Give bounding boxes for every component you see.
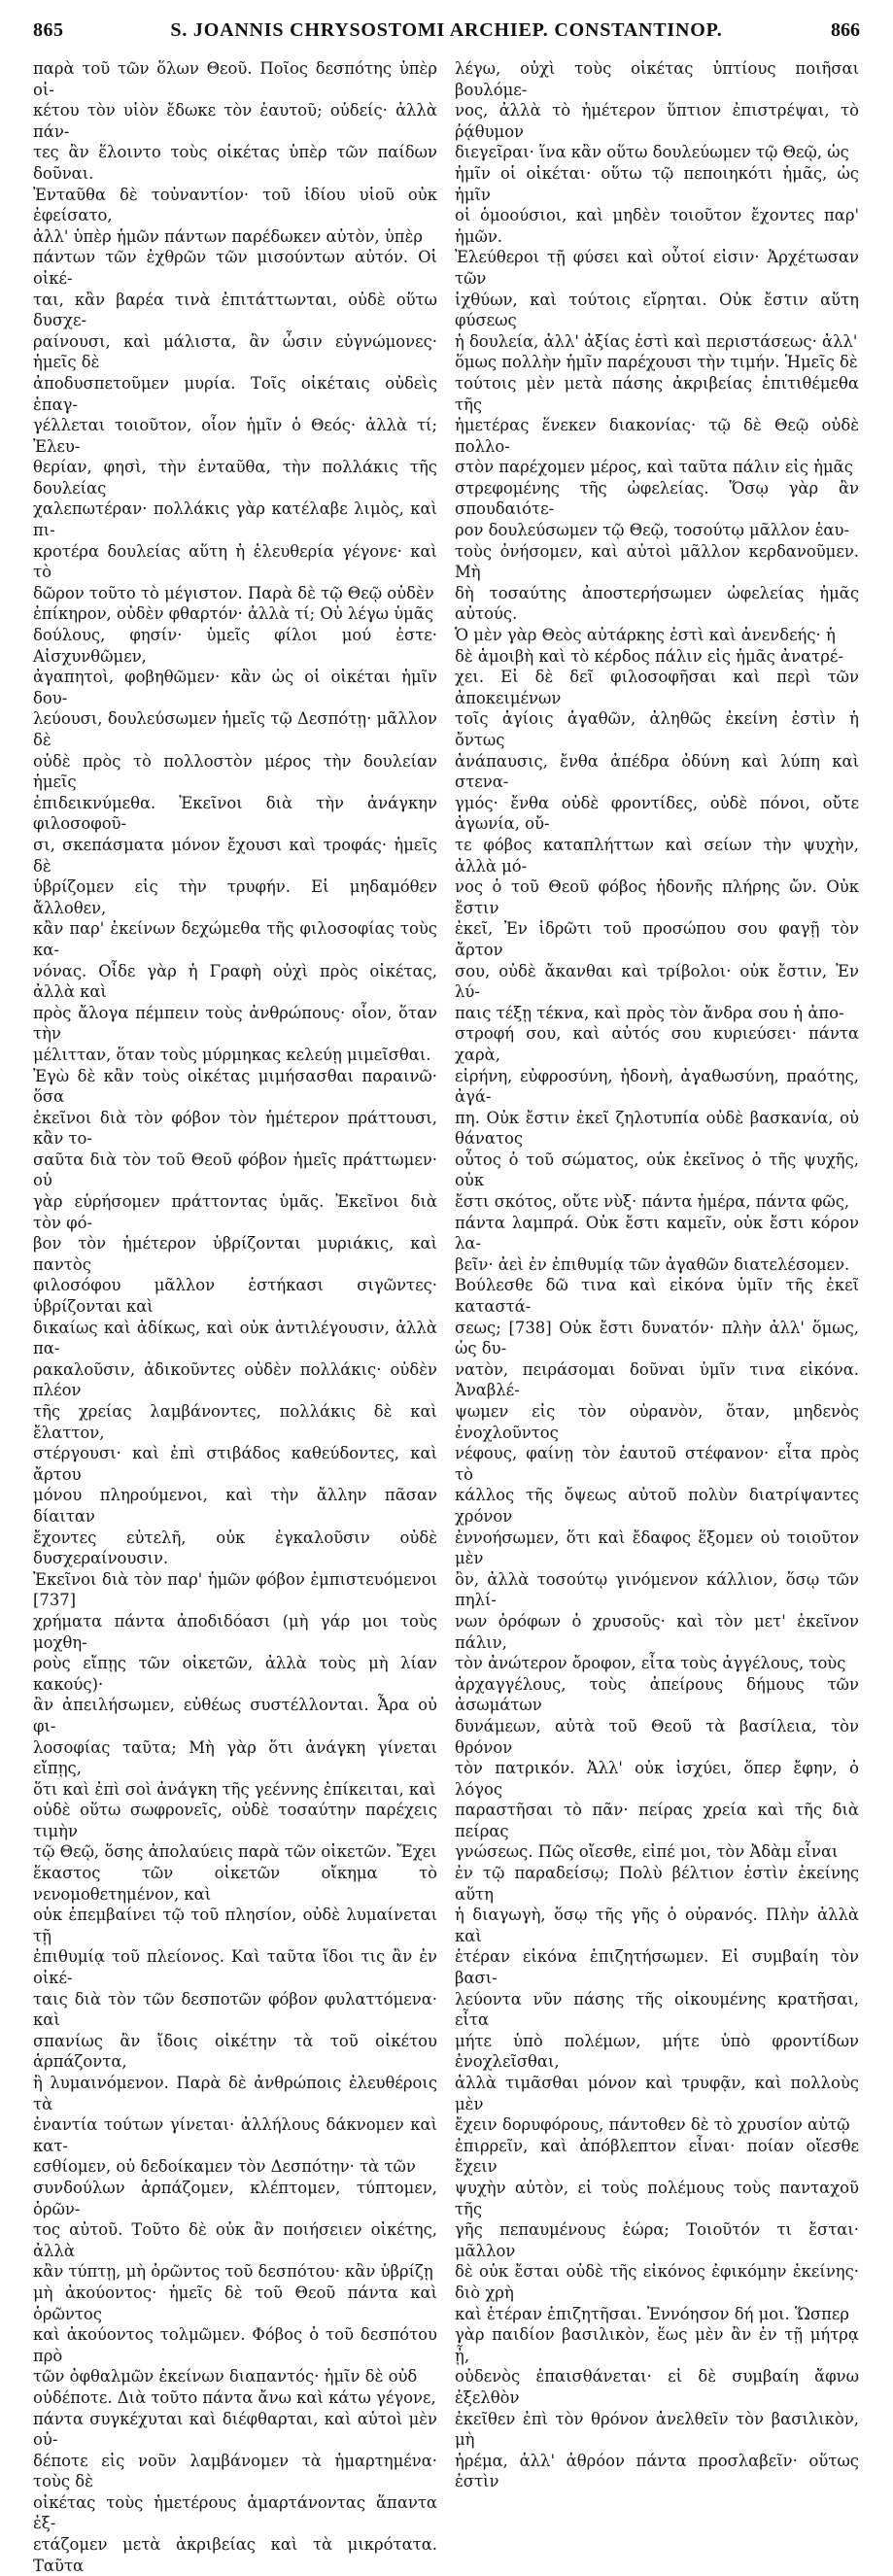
right-page-number: 866 <box>831 19 860 41</box>
right-text-column <box>455 58 859 2491</box>
left-column-text: παρὰ τοῦ τῶν ὅλων Θεοῦ. Ποῖος δεσπότης ὑπὲρ οἰ- κέτου τὸν υἱὸν ἔδωκε τὸν ἑαυτοῦ; οὐδείς· ἀλλὰ πάν- τες ἂν ἕλοιντο τοὺς οἰκέτας ὑπὲρ τῶν παίδων δοῦναι. Ἐνταῦθα δὲ τοὐναντίον· τοῦ ἰδίου υἱοῦ οὐκ ἐφείσατο, ἀλλ' ὑπὲρ ἡμῶν πάντων παρέδωκεν αὐτὸν, ὑπὲρ πάντων τῶν ἐχθρῶν τῶν μισούντων αὐτόν. Οἱ οἰκέ- ται, κἂν βαρέα τινὰ ἐπιτάττωνται, οὐδὲ οὕτω δυσχε- ραίνουσι, καὶ μάλιστα, ἂν ὦσιν εὐγνώμονες· ἡμεῖς δὲ ἀποδυσπετοῦμεν μυρία. Τοῖς οἰκέταις οὐδεὶς ἐπαγ- γέλλεται τοιοῦτον, οἷον ἡμῖν ὁ Θεός· ἀλλὰ τί; Ἐλευ- θερίαν, φησὶ, τὴν ἐνταῦθα, τὴν πολλάκις τῆς δουλείας χαλεπωτέραν· πολλάκις γὰρ κατέλαβε λιμὸς, καὶ πι- κροτέρα δουλείας αὕτη ἡ ἐλευθερία γέγονε· καὶ τὸ δῶρον τοῦτο τὸ μέγιστον. Παρὰ δὲ τῷ Θεῷ οὐδὲν ἐπίκηρον, οὐδὲν φθαρτόν· ἀλλὰ τί; Οὐ λέγω ὑμᾶς δούλους, φησίν· ὑμεῖς φίλοι μού ἐστε· Αἰσχυνθῶμεν, ἀγαπητοὶ, φοβηθῶμεν· κἂν ὡς οἱ οἰκέται ἡμῖν δου- λεύουσι, δουλεύσωμεν ἡμεῖς τῷ Δεσπότῃ· μᾶλλον δὲ οὐδὲ πρὸς τὸ πολλοστὸν μέρος τὴν δουλείαν ἡμεῖς ἐπιδεικνύμεθα. Ἐκεῖνοι διὰ τὴν ἀνάγκην φιλοσοφοῦ- σι, σκεπάσματα μόνον ἔχουσι καὶ τροφάς· ἡμεῖς δὲ ὑβρίζομεν εἰς τὴν τρυφήν. Εἰ μηδαμόθεν ἄλλοθεν, κἂν παρ' ἐκείνων δεχώμεθα τῆς φιλοσοφίας τοὺς κα- νόνας. Οἶδε γὰρ ἡ Γραφὴ οὐχὶ πρὸς οἰκέτας, ἀλλὰ καὶ πρὸς ἄλογα πέμπειν τοὺς ἀνθρώπους· οἷον, ὅταν τὴν μέλιτταν, ὅταν τοὺς μύρμηκας κελεύῃ μιμεῖσθαι. Ἐγὼ δὲ κἂν τοὺς οἰκέτας μιμήσασθαι παραινῶ· ὅσα ἐκεῖνοι διὰ τὸν φόβον τὸν ἡμέτερον πράττουσι, κἂν το- σαῦτα διὰ τὸν τοῦ Θεοῦ φόβον ἡμεῖς πράττωμεν· οὐ γὰρ εὑρήσομεν πράττοντας ὑμᾶς. Ἐκεῖνοι διὰ τὸν φό- βον τὸν ἡμέτερον ὑβρίζονται μυριάκις, καὶ παντὸς φιλοσόφου μᾶλλον ἑστήκασι σιγῶντες· ὑβρίζονται καὶ δικαίως καὶ ἀδίκως, καὶ οὐκ ἀντιλέγουσιν, ἀλλὰ πα- ρακαλοῦσιν, ἀδικοῦντες οὐδὲν πολλάκις· οὐδὲν πλέον τῆς χρείας λαμβάνοντες, πολλάκις δὲ καὶ ἔλαττον, στέργουσι· καὶ ἐπὶ στιβάδος καθεύδοντες, καὶ ἄρτου μόνου πληρούμενοι, καὶ τὴν ἄλλην πᾶσαν δίαιταν ἔχοντες εὐτελῆ, οὐκ ἐγκαλοῦσιν οὐδὲ δυσχεραίνουσιν. Ἐκεῖνοι διὰ τὸν παρ' ἡμῶν φόβον ἐμπιστευόμενοι [737] χρήματα πάντα ἀποδιδόασι (μὴ γάρ μοι τοὺς μοχθη- ροὺς εἴπῃς τῶν οἰκετῶν, ἀλλὰ τοὺς μὴ λίαν κακούς)· ἂν ἀπειλήσωμεν, εὐθέως συστέλλονται. Ἆρα οὐ φι- λοσοφίας ταῦτα; Μὴ γὰρ ὅτι ἀνάγκη γίνεται εἴπῃς, ὅτι καὶ ἐπὶ σοὶ ἀνάγκη τῆς γεέννης ἐπίκειται, καὶ οὐδὲ οὕτω σωφρονεῖς, οὐδὲ τοσαύτην παρέχεις τιμὴν τῷ Θεῷ, ὅσης ἀπολαύεις παρὰ τῶν οἰκετῶν. Ἔχει ἕκαστος τῶν οἰκετῶν οἴκημα τὸ νενομοθετημένον, καὶ οὐκ ἐπεμβαίνει τῷ τοῦ πλησίον, οὐδὲ λυμαίνεται τῇ ἐπιθυμίᾳ τοῦ πλείονος. Καὶ ταῦτα ἴδοι τις ἂν ἐν οἰκέ- ταις διὰ τὸν τῶν δεσποτῶν φόβον φυλαττόμενα· καὶ σπανίως ἂν ἴδοις οἰκέτην τὰ τοῦ οἰκέτου ἁρπάζοντα, ἢ λυμαινόμενον. Παρὰ δὲ ἀνθρώποις ἐλευθέροις τὰ ἐναντία τούτων γίνεται· ἀλλήλους δάκνομεν καὶ κατ- εσθίομεν, οὐ δεδοίκαμεν τὸν Δεσπότην· τὰ τῶν συνδούλων ἁρπάζομεν, κλέπτομεν, τύπτομεν, ὁρῶν- τος αὐτοῦ. Τοῦτο δὲ οὐκ ἂν ποιήσειεν οἰκέτης, ἀλλὰ κἂν τύπτῃ, μὴ ὁρῶντος τοῦ δεσπότου· κἂν ὑβρίζῃ μὴ ἀκούοντος· ἡμεῖς δὲ τοῦ Θεοῦ πάντα καὶ ὁρῶντος καὶ ἀκούοντος τολμῶμεν. Φόβος ὁ τοῦ δεσπότου πρὸ τῶν ὀφθαλμῶν ἐκείνων διαπαντός· ἡμῖν δὲ οὐδ οὐδέποτε. Διὰ τοῦτο πάντα ἄνω καὶ κάτω γέγονε, πάντα συγκέχυται καὶ διέφθαρται, καὶ αὐτοὶ μὲν οὐ- δέποτε εἰς νοῦν λαμβάνομεν τὰ ἡμαρτημένα· τοὺς δὲ οἰκέτας τοὺς ἡμετέρους ἁμαρτάνοντας ἅπαντα ἐξ- ετάζομεν μετὰ ἀκριβείας καὶ τὰ μικρότατα. Ταῦτα <box>33 59 437 2575</box>
running-header <box>33 19 860 49</box>
running-title: S. JOANNIS CHRYSOSTOMI ARCHIEP. CONSTANTINOP. <box>170 19 723 41</box>
right-column-text: λέγω, οὐχὶ τοὺς οἰκέτας ὑπτίους ποιῆσαι βουλόμε- νος, ἀλλὰ τὸ ἡμέτερον ὕπτιον ἐπιστρέψαι, τὸ ῥᾴθυμον διεγεῖραι· ἵνα κἂν οὕτω δουλεύωμεν τῷ Θεῷ, ὡς ἡμῖν οἱ οἰκέται· οὕτω τῷ πεποιηκότι ἡμᾶς, ὡς ἡμῖν οἱ ὁμοούσιοι, καὶ μηδὲν τοιοῦτον ἔχοντες παρ' ἡμῶν. Ἐλεύθεροι τῇ φύσει καὶ οὗτοί εἰσιν· Ἀρχέτωσαν τῶν ἰχθύων, καὶ τούτοις εἴρηται. Οὐκ ἔστιν αὕτη φύσεως ἡ δουλεία, ἀλλ' ἀξίας ἐστὶ καὶ περιστάσεως· ἀλλ' ὅμως πολλὴν ἡμῖν παρέχουσι τὴν τιμήν. Ἡμεῖς δὲ τούτοις μὲν μετὰ πάσης ἀκριβείας ἐπιτιθέμεθα τῆς ἡμετέρας ἕνεκεν διακονίας· τῷ δὲ Θεῷ οὐδὲ πολλο- στὸν παρέχομεν μέρος, καὶ ταῦτα πάλιν εἰς ἡμᾶς στρεφομένης τῆς ὠφελείας. Ὅσῳ γὰρ ἂν σπουδαιότε- ρον δουλεύσωμεν τῷ Θεῷ, τοσούτῳ μᾶλλον ἑαυ- τοὺς ὀνήσομεν, καὶ αὐτοὶ μᾶλλον κερδανοῦμεν. Μὴ δὴ τοσαύτης ἀποστερήσωμεν ὠφελείας ἡμᾶς αὐτούς. Ὁ μὲν γὰρ Θεὸς αὐτάρκης ἐστὶ καὶ ἀνενδεής· ἡ δὲ ἀμοιβὴ καὶ τὸ κέρδος πάλιν εἰς ἡμᾶς ἀνατρέ- χει. Εἰ δὲ δεῖ φιλοσοφῆσαι καὶ περὶ τῶν ἀποκειμένων τοῖς ἁγίοις ἀγαθῶν, ἀληθῶς ἐκείνη ἐστὶν ἡ ὄντως ἀνάπαυσις, ἔνθα ἀπέδρα ὀδύνη καὶ λύπη καὶ στενα- γμός· ἔνθα οὐδὲ φροντίδες, οὐδὲ πόνοι, οὔτε ἀγωνία, οὔ- τε φόβος καταπλήττων καὶ σείων τὴν ψυχὴν, ἀλλὰ μό- νος ὁ τοῦ Θεοῦ φόβος ἡδονῆς πλήρης ὤν. Οὐκ ἔστιν ἐκεῖ, Ἐν ἱδρῶτι τοῦ προσώπου σου φαγῇ τὸν ἄρτον σου, οὐδὲ ἄκανθαι καὶ τρίβολοι· οὐκ ἔστιν, Ἐν λύ- παις τέξῃ τέκνα, καὶ πρὸς τὸν ἄνδρα σου ἡ ἀπο- στροφή σου, καὶ αὐτός σου κυριεύσει· πάντα χαρὰ, εἰρήνη, εὐφροσύνη, ἡδονὴ, ἀγαθωσύνη, πραότης, ἀγά- πη. Οὐκ ἔστιν ἐκεῖ ζηλοτυπία οὐδὲ βασκανία, οὐ θάνατος οὗτος ὁ τοῦ σώματος, οὐκ ἐκεῖνος ὁ τῆς ψυχῆς, οὐκ ἔστι σκότος, οὔτε νὺξ· πάντα ἡμέρα, πάντα φῶς, πάντα λαμπρά. Οὐκ ἔστι καμεῖν, οὐκ ἔστι κόρον λα- βεῖν· ἀεὶ ἐν ἐπιθυμίᾳ τῶν ἀγαθῶν διατελέσομεν. Βούλεσθε δῶ τινα καὶ εἰκόνα ὑμῖν τῆς ἐκεῖ καταστά- σεως; [738] Οὐκ ἔστι δυνατόν· πλὴν ἀλλ' ὅμως, ὡς δυ- νατὸν, πειράσομαι δοῦναι ὑμῖν τινα εἰκόνα. Ἀναβλέ- ψωμεν εἰς τὸν οὐρανὸν, ὅταν, μηδενὸς ἐνοχλοῦντος νέφους, φαίνῃ τὸν ἑαυτοῦ στέφανον· εἶτα πρὸς τὸ κάλλος τῆς ὄψεως αὐτοῦ πολὺν διατρίψαντες χρόνον ἐννοήσωμεν, ὅτι καὶ ἔδαφος ἕξομεν οὐ τοιοῦτον μὲν ὂν, ἀλλὰ τοσούτῳ γινόμενον κάλλιον, ὅσῳ τῶν πηλί- νων ὀρόφων ὁ χρυσοῦς· καὶ τὸν μετ' ἐκεῖνον πάλιν, τὸν ἀνώτερον ὄροφον, εἶτα τοὺς ἀγγέλους, τοὺς ἀρχαγγέλους, τοὺς ἀπείρους δήμους τῶν ἀσωμάτων δυνάμεων, αὐτὰ τοῦ Θεοῦ τὰ βασίλεια, τὸν θρόνον τὸν πατρικόν. Ἀλλ' οὐκ ἰσχύει, ὅπερ ἔφην, ὁ λόγος παραστῆσαι τὸ πᾶν· πείρας χρεία καὶ τῆς διὰ πείρας γνώσεως. Πῶς οἴεσθε, εἰπέ μοι, τὸν Ἀδὰμ εἶναι ἐν τῷ παραδείσῳ; Πολὺ βέλτιον ἐστὶν ἐκείνης αὕτη ἡ διαγωγὴ, ὅσῳ τῆς γῆς ὁ οὐρανός. Πλὴν ἀλλὰ καὶ ἑτέραν εἰκόνα ἐπιζητήσωμεν. Εἰ συμβαίη τὸν βασι- λεύοντα νῦν πάσης τῆς οἰκουμένης κρατῆσαι, εἶτα μήτε ὑπὸ πολέμων, μήτε ὑπὸ φροντίδων ἐνοχλεῖσθαι, ἀλλὰ τιμᾶσθαι μόνον καὶ τρυφᾷν, καὶ πολλοὺς μὲν ἔχειν δορυφόρους, πάντοθεν δὲ τὸ χρυσίον αὐτῷ ἐπιρρεῖν, καὶ ἀπόβλεπτον εἶναι· ποίαν οἴεσθε ἔχειν ψυχὴν αὐτὸν, εἰ τοὺς πολέμους τοὺς πανταχοῦ τῆς γῆς πεπαυμένους ἑώρα; Τοιοῦτόν τι ἔσται· μᾶλλον δὲ οὐκ ἔσται οὐδὲ τῆς εἰκόνος ἐφικόμην ἐκείνης· διὸ χρὴ καὶ ἑτέραν ἐπιζητῆσαι. Ἐννόησον δή μοι. Ὥσπερ γὰρ παιδίον βασιλικὸν, ἕως μὲν ἂν ἐν τῇ μήτρᾳ ᾖ, οὐδενὸς ἐπαισθάνεται· εἰ δὲ συμβαίη ἄφνω ἐξελθὸν ἐκεῖθεν ἐπὶ τὸν θρόνον ἀνελθεῖν τὸν βασιλικὸν, μὴ ἠρέμα, ἀλλ' ἀθρόον πάντα προσλαβεῖν· οὕτως ἐστὶν <box>455 59 859 2491</box>
left-text-column <box>33 58 437 2575</box>
left-page-number: 865 <box>33 19 64 41</box>
